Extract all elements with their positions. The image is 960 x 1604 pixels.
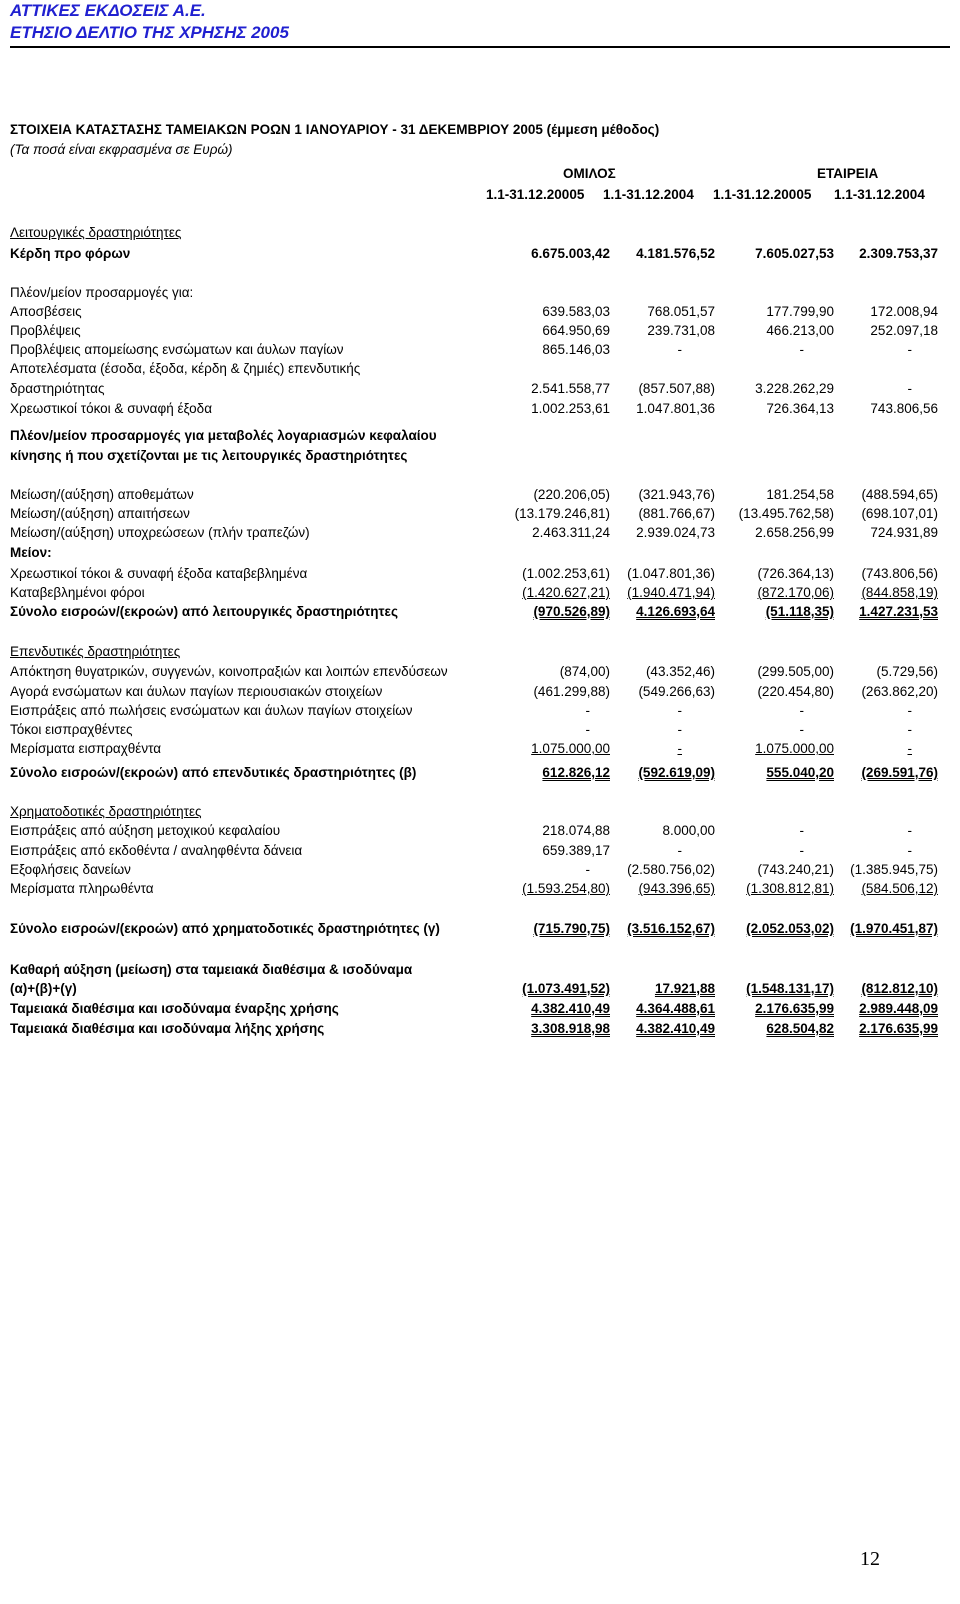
table-row: [10, 861, 940, 879]
value-cell: -: [677, 843, 682, 858]
value-cell: 2.989.448,09: [859, 1001, 938, 1016]
value-cell: (461.299,88): [533, 684, 610, 699]
row-label: Σύνολο εισροών/(εκροών) από χρηματοδοτικές δραστηριότητες (γ): [10, 921, 440, 936]
value-cell: -: [907, 823, 912, 838]
value-cell: (1.940.471,94): [627, 585, 715, 600]
value-cell: 6.675.003,42: [531, 246, 610, 261]
value-cell: 218.074,88: [542, 823, 610, 838]
value-cell: -: [907, 381, 912, 396]
row-label: Μείωση/(αύξηση) υποχρεώσεων (πλήν τραπεζών): [10, 525, 310, 540]
row-label: Αποτελέσματα (έσοδα, έξοδα, κέρδη & ζημιές) επενδυτικής: [10, 361, 361, 376]
row-label: Αγορά ενσώματων και άυλων παγίων περιουσιακών στοιχείων: [10, 684, 383, 699]
value-cell: 865.146,03: [542, 342, 610, 357]
value-cell: 239.731,08: [647, 323, 715, 338]
value-cell: -: [799, 722, 804, 737]
period-header: 1.1-31.12.2004: [603, 187, 694, 202]
value-cell: 1.002.253,61: [531, 401, 610, 416]
row-label: Μείον:: [10, 545, 52, 560]
value-cell: 628.504,82: [766, 1021, 834, 1036]
value-cell: (5.729,56): [876, 664, 938, 679]
section-heading: [10, 224, 940, 242]
value-cell: (872.170,06): [757, 585, 834, 600]
value-cell: -: [907, 703, 912, 718]
row-label: Μερίσματα εισπραχθέντα: [10, 741, 162, 756]
value-cell: 768.051,57: [647, 304, 715, 319]
value-cell: (549.266,63): [638, 684, 715, 699]
total-row: [10, 920, 940, 938]
row-label: Προβλέψεις απομείωσης ενσώματων και άυλων παγίων: [10, 342, 344, 357]
document-header: [10, 0, 950, 44]
value-cell: 612.826,12: [542, 765, 610, 780]
row-label: Απόκτηση θυγατρικών, συγγενών, κοινοπραξιών και λοιπών επενδύσεων: [10, 664, 448, 679]
table-row: [10, 740, 940, 758]
value-cell: (1.420.627,21): [522, 585, 610, 600]
value-cell: (881.766,67): [638, 506, 715, 521]
header-rule: [10, 46, 950, 48]
table-row: [10, 427, 940, 445]
row-label: Προβλέψεις: [10, 323, 81, 338]
value-cell: -: [907, 342, 912, 357]
row-label: Ταμειακά διαθέσιμα και ισοδύναμα έναρξης χρήσης: [10, 1001, 339, 1016]
value-cell: 4.181.576,52: [636, 246, 715, 261]
value-cell: -: [677, 342, 682, 357]
table-row: [10, 961, 940, 979]
row-label: Μείωση/(αύξηση) αποθεμάτων: [10, 487, 194, 502]
value-cell: (1.385.945,75): [850, 862, 938, 877]
row-label: Εισπράξεις από πωλήσεις ενσώματων και άυλων παγίων στοιχείων: [10, 703, 413, 718]
value-cell: (321.943,76): [638, 487, 715, 502]
value-cell: (857.507,88): [638, 381, 715, 396]
value-cell: -: [799, 843, 804, 858]
value-cell: 555.040,20: [766, 765, 834, 780]
value-cell: -: [677, 703, 682, 718]
value-cell: (584.506,12): [861, 881, 938, 896]
value-cell: (715.790,75): [533, 921, 610, 936]
value-cell: (488.594,65): [861, 487, 938, 502]
value-cell: (743.240,21): [757, 862, 834, 877]
value-cell: (970.526,89): [533, 604, 610, 619]
row-label: Καθαρή αύξηση (μείωση) στα ταμειακά διαθέσιμα & ισοδύναμα: [10, 962, 413, 977]
value-cell: -: [799, 342, 804, 357]
company-header: ΕΤΑΙΡΕΙΑ: [817, 166, 879, 181]
value-cell: 4.382.410,49: [636, 1021, 715, 1036]
table-row: [10, 380, 940, 398]
period-header: 1.1-31.12.2004: [834, 187, 925, 202]
value-cell: (812.812,10): [861, 981, 938, 996]
value-cell: (592.619,09): [638, 765, 715, 780]
table-row: [10, 341, 940, 359]
period-header: 1.1-31.12.20005: [713, 187, 812, 202]
table-row: [10, 702, 940, 720]
value-cell: (269.591,76): [861, 765, 938, 780]
value-cell: 3.308.918,98: [531, 1021, 610, 1036]
value-cell: 2.541.558,77: [531, 381, 610, 396]
value-cell: -: [585, 722, 590, 737]
value-cell: 659.389,17: [542, 843, 610, 858]
value-cell: (1.593.254,80): [522, 881, 610, 896]
value-cell: 177.799,90: [766, 304, 834, 319]
table-row: [10, 447, 940, 465]
row-label: Πλέον/μείον προσαρμογές για:: [10, 285, 194, 300]
value-cell: -: [907, 741, 912, 756]
table-row: [10, 245, 940, 263]
value-cell: 2.309.753,37: [859, 246, 938, 261]
table-row: [10, 565, 940, 583]
row-label: Μερίσματα πληρωθέντα: [10, 881, 154, 896]
value-cell: 466.213,00: [766, 323, 834, 338]
value-cell: (1.047.801,36): [627, 566, 715, 581]
value-cell: -: [907, 843, 912, 858]
value-cell: (299.505,00): [757, 664, 834, 679]
value-cell: (13.495.762,58): [738, 506, 834, 521]
report-title: ΕΤΗΣΙΟ ΔΕΛΤΙΟ ΤΗΣ ΧΡΗΣΗΣ 2005: [10, 23, 289, 42]
period-header: 1.1-31.12.20005: [486, 187, 585, 202]
section-heading: [10, 643, 940, 661]
table-row: [10, 360, 940, 378]
value-cell: -: [585, 703, 590, 718]
value-cell: (220.454,80): [757, 684, 834, 699]
group-header: ΟΜΙΛΟΣ: [563, 166, 616, 181]
row-label: Χρηματοδοτικές δραστηριότητες: [10, 804, 202, 819]
value-cell: 639.583,03: [542, 304, 610, 319]
value-cell: (2.052.053,02): [746, 921, 834, 936]
row-label: Τόκοι εισπραχθέντες: [10, 722, 133, 737]
value-cell: (698.107,01): [861, 506, 938, 521]
row-label: Σύνολο εισροών/(εκροών) από λειτουργικές δραστηριότητες: [10, 604, 398, 619]
table-row: [10, 1020, 940, 1038]
value-cell: (2.580.756,02): [627, 862, 715, 877]
table-row: [10, 284, 940, 302]
value-cell: 2.176.635,99: [755, 1001, 834, 1016]
statement-subtitle: (Τα ποσά είναι εκφρασμένα σε Ευρώ): [10, 142, 233, 157]
row-label: Εισπράξεις από εκδοθέντα / αναληφθέντα δάνεια: [10, 843, 303, 858]
value-cell: 3.228.262,29: [755, 381, 834, 396]
value-cell: 2.463.311,24: [532, 525, 610, 540]
value-cell: (1.548.131,17): [746, 981, 834, 996]
table-row: [10, 880, 940, 898]
value-cell: (13.179.246,81): [514, 506, 610, 521]
value-cell: (874,00): [559, 664, 610, 679]
value-cell: (3.516.152,67): [627, 921, 715, 936]
value-cell: 726.364,13: [766, 401, 834, 416]
value-cell: (1.308.812,81): [746, 881, 834, 896]
row-label: Εισπράξεις από αύξηση μετοχικού κεφαλαίου: [10, 823, 281, 838]
value-cell: (1.073.491,52): [522, 981, 610, 996]
value-cell: 2.939.024,73: [636, 525, 715, 540]
table-row: [10, 400, 940, 418]
value-cell: 4.364.488,61: [636, 1001, 715, 1016]
value-cell: 7.605.027,53: [755, 246, 834, 261]
company-name: ΑΤΤΙΚΕΣ ΕΚΔΟΣΕΙΣ Α.Ε.: [10, 1, 206, 20]
row-label: Σύνολο εισροών/(εκροών) από επενδυτικές δραστηριότητες (β): [10, 765, 417, 780]
value-cell: 724.931,89: [870, 525, 938, 540]
value-cell: (743.806,56): [861, 566, 938, 581]
statement-title: ΣΤΟΙΧΕΙΑ ΚΑΤΑΣΤΑΣΗΣ ΤΑΜΕΙΑΚΩΝ ΡΟΩΝ 1 ΙΑΝΟΥΑΡΙΟΥ - 31 ΔΕΚΕΜΒΡΙΟΥ 2005 (έμμεση μέθοδος): [10, 122, 660, 137]
row-label: Χρεωστικοί τόκοι & συναφή έξοδα καταβεβλημένα: [10, 566, 308, 581]
value-cell: -: [585, 862, 590, 877]
table-row: [10, 505, 940, 523]
value-cell: -: [677, 741, 682, 756]
table-row: [10, 524, 940, 542]
total-row: [10, 603, 940, 621]
value-cell: (263.862,20): [861, 684, 938, 699]
value-cell: -: [907, 722, 912, 737]
row-label: Εξοφλήσεις δανείων: [10, 862, 131, 877]
row-label: κίνησης ή που σχετίζονται με τις λειτουργικές δραστηριότητες: [10, 448, 408, 463]
value-cell: 4.126.693,64: [636, 604, 715, 619]
table-row: [10, 842, 940, 860]
value-cell: 1.427.231,53: [859, 604, 938, 619]
value-cell: (726.364,13): [757, 566, 834, 581]
row-label: Επενδυτικές δραστηριότητες: [10, 644, 181, 659]
value-cell: 1.075.000,00: [531, 741, 610, 756]
value-cell: (844.858,19): [861, 585, 938, 600]
value-cell: 2.176.635,99: [859, 1021, 938, 1036]
value-cell: -: [799, 703, 804, 718]
row-label: Κέρδη προ φόρων: [10, 246, 131, 261]
value-cell: (943.396,65): [638, 881, 715, 896]
row-label: Λειτουργικές δραστηριότητες: [10, 225, 182, 240]
value-cell: 8.000,00: [662, 823, 715, 838]
value-cell: 2.658.256,99: [755, 525, 834, 540]
table-row: [10, 303, 940, 321]
value-cell: 1.075.000,00: [755, 741, 834, 756]
table-row: [10, 683, 940, 701]
table-row: [10, 584, 940, 602]
value-cell: (43.352,46): [645, 664, 715, 679]
table-row: [10, 822, 940, 840]
page-number: 12: [860, 1548, 880, 1570]
table-row: [10, 1000, 940, 1018]
value-cell: 172.008,94: [870, 304, 938, 319]
value-cell: (220.206,05): [533, 487, 610, 502]
table-row: [10, 486, 940, 504]
table-row: [10, 322, 940, 340]
value-cell: 17.921,88: [654, 981, 715, 996]
value-cell: 4.382.410,49: [531, 1001, 610, 1016]
table-row: [10, 663, 940, 681]
row-label: Πλέον/μείον προσαρμογές για μεταβολές λογαριασμών κεφαλαίου: [10, 428, 437, 443]
value-cell: (1.970.451,87): [850, 921, 938, 936]
value-cell: 743.806,56: [870, 401, 938, 416]
row-label: Καταβεβλημένοι φόροι: [10, 585, 145, 600]
value-cell: 664.950,69: [542, 323, 610, 338]
row-label: (α)+(β)+(γ): [10, 981, 77, 996]
row-label: δραστηριότητας: [10, 381, 105, 396]
row-label: Μείωση/(αύξηση) απαιτήσεων: [10, 506, 190, 521]
total-row: [10, 980, 940, 998]
table-row: [10, 544, 940, 562]
value-cell: (1.002.253,61): [522, 566, 610, 581]
value-cell: 181.254,58: [766, 487, 834, 502]
row-label: Αποσβέσεις: [10, 304, 82, 319]
row-label: Χρεωστικοί τόκοι & συναφή έξοδα: [10, 401, 212, 416]
value-cell: -: [799, 823, 804, 838]
value-cell: 1.047.801,36: [636, 401, 715, 416]
value-cell: 252.097,18: [870, 323, 938, 338]
value-cell: -: [677, 722, 682, 737]
total-row: [10, 764, 940, 782]
row-label: Ταμειακά διαθέσιμα και ισοδύναμα λήξης χρήσης: [10, 1021, 325, 1036]
section-heading: [10, 803, 940, 821]
table-row: [10, 721, 940, 739]
value-cell: (51.118,35): [765, 604, 834, 619]
